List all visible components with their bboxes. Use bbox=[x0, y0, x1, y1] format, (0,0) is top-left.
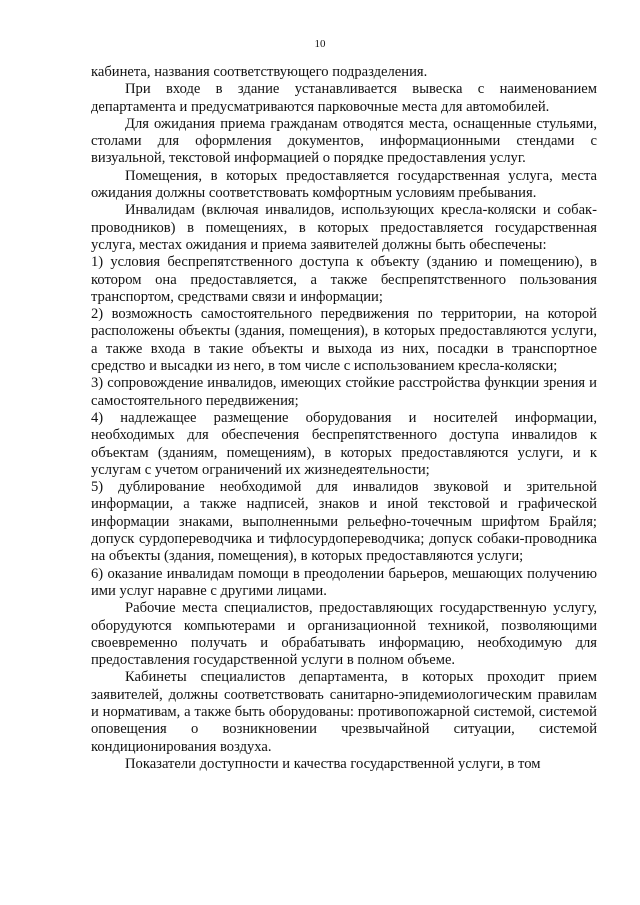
paragraph-offices: Кабинеты специалистов департамента, в которых проходит прием заявителей, должны соответствовать санитарно-эпидемиологическим правилам и нормативам, а также быть оборудованы: противопожарной системой, системой оповещения о возникновении чрезвычайной ситуации, системой кондиционирования воздуха. bbox=[91, 669, 597, 755]
paragraph-disabled-access: Инвалидам (включая инвалидов, использующих кресла-коляски и собак-проводников) в помещениях, в которых предоставляется государственная услуга, местах ожидания и приема заявителей должны быть обеспечены: bbox=[91, 202, 597, 253]
list-item-5: 5) дублирование необходимой для инвалидов звуковой и зрительной информации, а также надписей, знаков и иной текстовой и графической информации знаками, выполненными рельефно-точечным шрифтом Брайля; допуск сурдопереводчика и тифлосурдопереводчика; допуск собаки-проводника на объекты (здания, помещения), в которых предоставляются услуги; bbox=[91, 479, 597, 565]
list-item-6: 6) оказание инвалидам помощи в преодолении барьеров, мешающих получению ими услуг наравне с другими лицами. bbox=[91, 565, 597, 599]
paragraph-waiting-area: Для ожидания приема гражданам отводятся места, оснащенные стульями, столами для оформления документов, информационными стендами с визуальной, текстовой информацией о порядке предоставления услуг. bbox=[91, 115, 597, 167]
paragraph-continuation: кабинета, названия соответствующего подразделения. bbox=[91, 64, 428, 80]
list-item-3: 3) сопровождение инвалидов, имеющих стойкие расстройства функции зрения и самостоятельного передвижения; bbox=[91, 375, 597, 409]
page-number: 10 bbox=[314, 38, 326, 50]
paragraph-workplaces: Рабочие места специалистов, предоставляющих государственную услугу, оборудуются компьютерами и организационной техникой, позволяющими своевременно получать и обрабатывать информацию, необходимую для предоставления государственной услуги в полном объеме. bbox=[91, 600, 597, 669]
list-item-1: 1) условия беспрепятственного доступа к объекту (зданию и помещению), в котором она предоставляется, а также беспрепятственного пользования транспортом, средствами связи и информации; bbox=[91, 254, 597, 305]
paragraph-entrance-sign: При входе в здание устанавливается вывеска с наименованием департамента и предусматриваются парковочные места для автомобилей. bbox=[91, 81, 597, 115]
document-body bbox=[91, 64, 597, 773]
paragraph-indicators: Показатели доступности и качества государственной услуги, в том bbox=[125, 755, 541, 772]
paragraph-comfort: Помещения, в которых предоставляется государственная услуга, места ожидания должны соответствовать комфортным условиям пребывания. bbox=[91, 167, 597, 202]
list-item-4: 4) надлежащее размещение оборудования и носителей информации, необходимых для обеспечения беспрепятственного доступа инвалидов к объектам (зданиям, помещениям), в которых предоставляются услуги, и к услугам с учетом ограничений их жизнедеятельности; bbox=[91, 409, 597, 478]
list-item-2: 2) возможность самостоятельного передвижения по территории, на которой расположены объекты (здания, помещения), в которых предоставляются услуги, а также входа в такие объекты и выхода из них, посадки в транспортное средство и высадки из него, в том числе с использованием кресла-коляски; bbox=[91, 306, 597, 375]
